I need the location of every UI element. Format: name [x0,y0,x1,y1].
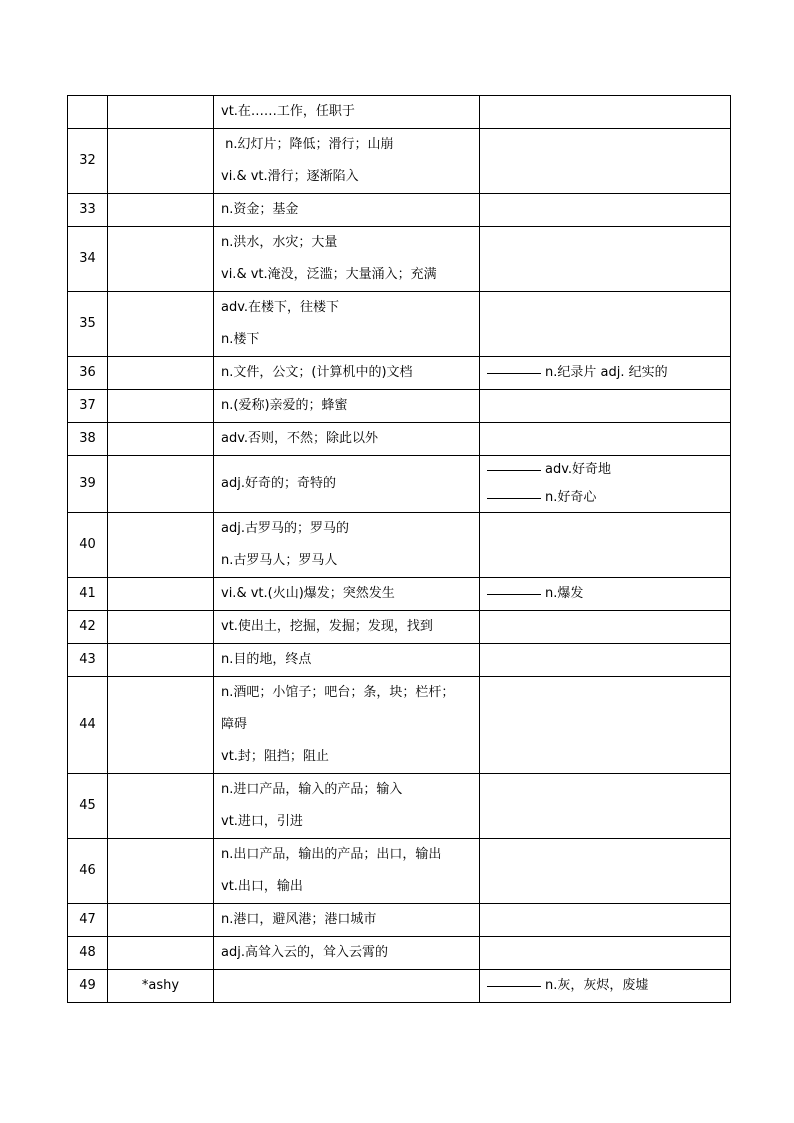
table-row [68,357,731,390]
word-cell [108,611,214,644]
word-cell [108,937,214,970]
definition-cell [214,194,480,227]
table-row [68,96,731,129]
definition-cell [214,774,480,839]
derivative-cell [480,96,731,129]
row-number: 46 [68,839,108,904]
answer-blank[interactable] [487,470,541,471]
derivative-cell [480,357,731,390]
derivative-cell [480,390,731,423]
table-row [68,456,731,513]
derivative-cell [480,774,731,839]
definition-cell [214,937,480,970]
definition-line: adv.在楼下，往楼下 [221,300,340,315]
definition-cell [214,839,480,904]
derivative-cell [480,423,731,456]
definition-line: vt.进口，引进 [221,814,303,829]
derivative-cell [480,937,731,970]
definition-cell [214,513,480,578]
word-cell [108,456,214,513]
definition-line: vt.在……工作，任职于 [221,104,355,119]
definition-line: 障碍 [221,717,248,732]
definition-cell [214,227,480,292]
row-number: 47 [68,904,108,937]
definition-line: vi.& vt.(火山)爆发；突然发生 [221,586,395,601]
table-row [68,513,731,578]
row-number: 34 [68,227,108,292]
table-row [68,970,731,1003]
row-number: 39 [68,456,108,513]
row-number: 49 [68,970,108,1003]
derivative-cell [480,904,731,937]
derivative-cell [480,129,731,194]
word-cell [108,578,214,611]
definition-cell [214,129,480,194]
definition-line: vt.出口，输出 [221,879,303,894]
definition-line: adj.古罗马的；罗马的 [221,521,349,536]
word-cell [108,423,214,456]
definition-line: vt.使出土，挖掘，发掘；发现，找到 [221,619,433,634]
row-number: 32 [68,129,108,194]
table-row [68,937,731,970]
row-number: 35 [68,292,108,357]
derivative-cell [480,513,731,578]
word-cell [108,513,214,578]
word-cell [108,839,214,904]
row-number: 43 [68,644,108,677]
row-number: 44 [68,677,108,774]
definition-cell [214,96,480,129]
definition-line: n.进口产品，输入的产品；输入 [221,782,403,797]
definition-line: n.出口产品，输出的产品；出口，输出 [221,847,442,862]
definition-line: n.(爱称)亲爱的；蜂蜜 [221,398,348,413]
definition-line: vi.& vt.滑行；逐渐陷入 [221,169,359,184]
derivative-cell [480,839,731,904]
table-row [68,611,731,644]
row-number: 38 [68,423,108,456]
derivative-cell [480,578,731,611]
definition-cell [214,423,480,456]
derivative-cell [480,611,731,644]
table-row [68,390,731,423]
table-row [68,292,731,357]
derivative-line [487,972,730,1000]
definition-cell [214,677,480,774]
definition-cell [214,456,480,513]
definition-line: n.楼下 [221,332,260,347]
row-number: 48 [68,937,108,970]
row-number: 37 [68,390,108,423]
definition-cell [214,390,480,423]
definition-line: adj.高耸入云的，耸入云霄的 [221,945,388,960]
definition-line: n.资金；基金 [221,202,299,217]
table-row [68,904,731,937]
derivative-text: n.纪录片 adj. 纪实的 [545,365,668,380]
word-cell [108,227,214,292]
row-number [68,96,108,129]
word-cell [108,292,214,357]
word-cell [108,96,214,129]
definition-line: n.古罗马人；罗马人 [221,553,338,568]
word-cell [108,129,214,194]
definition-line: vi.& vt.淹没，泛滥；大量涌入；充满 [221,267,437,282]
table-row [68,227,731,292]
row-number: 41 [68,578,108,611]
derivative-cell [480,194,731,227]
derivative-cell [480,292,731,357]
definition-cell [214,904,480,937]
table-row [68,839,731,904]
table-row [68,677,731,774]
answer-blank[interactable] [487,986,541,987]
row-number: 36 [68,357,108,390]
table-row [68,129,731,194]
derivative-text: n.爆发 [545,586,584,601]
table-row [68,644,731,677]
derivative-line [487,456,730,484]
derivative-cell [480,970,731,1003]
definition-cell [214,611,480,644]
definition-cell [214,357,480,390]
table-row [68,774,731,839]
answer-blank[interactable] [487,594,541,595]
definition-line: vt.封；阻挡；阻止 [221,749,329,764]
definition-line: n.幻灯片；降低；滑行；山崩 [221,137,394,152]
definition-cell [214,292,480,357]
vocab-table-body [68,96,731,1003]
row-number: 33 [68,194,108,227]
derivative-cell [480,456,731,513]
definition-line: adj.好奇的；奇特的 [221,476,336,491]
definition-cell [214,644,480,677]
word-cell [108,357,214,390]
derivative-line [487,580,730,608]
derivative-text: n.好奇心 [545,490,597,505]
derivative-cell [480,677,731,774]
word-cell: *ashy [108,970,214,1003]
definition-line: n.港口，避风港；港口城市 [221,912,377,927]
word-cell [108,644,214,677]
derivative-line [487,359,730,387]
derivative-text: adv.好奇地 [545,462,612,477]
answer-blank[interactable] [487,498,541,499]
row-number: 42 [68,611,108,644]
derivative-line [487,484,730,512]
word-cell [108,194,214,227]
answer-blank[interactable] [487,373,541,374]
row-number: 45 [68,774,108,839]
definition-cell [214,578,480,611]
derivative-cell [480,644,731,677]
definition-cell [214,970,480,1003]
definition-line: adv.否则，不然；除此以外 [221,431,379,446]
word-cell [108,904,214,937]
definition-line: n.酒吧；小馆子；吧台；条，块；栏杆； [221,685,455,700]
vocab-table [67,95,731,1003]
definition-line: n.洪水，水灾；大量 [221,235,338,250]
word-cell [108,677,214,774]
word-cell [108,390,214,423]
table-row [68,578,731,611]
row-number: 40 [68,513,108,578]
table-row [68,194,731,227]
derivative-cell [480,227,731,292]
definition-line: n.文件，公文；(计算机中的)文档 [221,365,413,380]
table-row [68,423,731,456]
word-cell [108,774,214,839]
definition-line: n.目的地，终点 [221,652,312,667]
derivative-text: n.灰，灰烬，废墟 [545,978,649,993]
